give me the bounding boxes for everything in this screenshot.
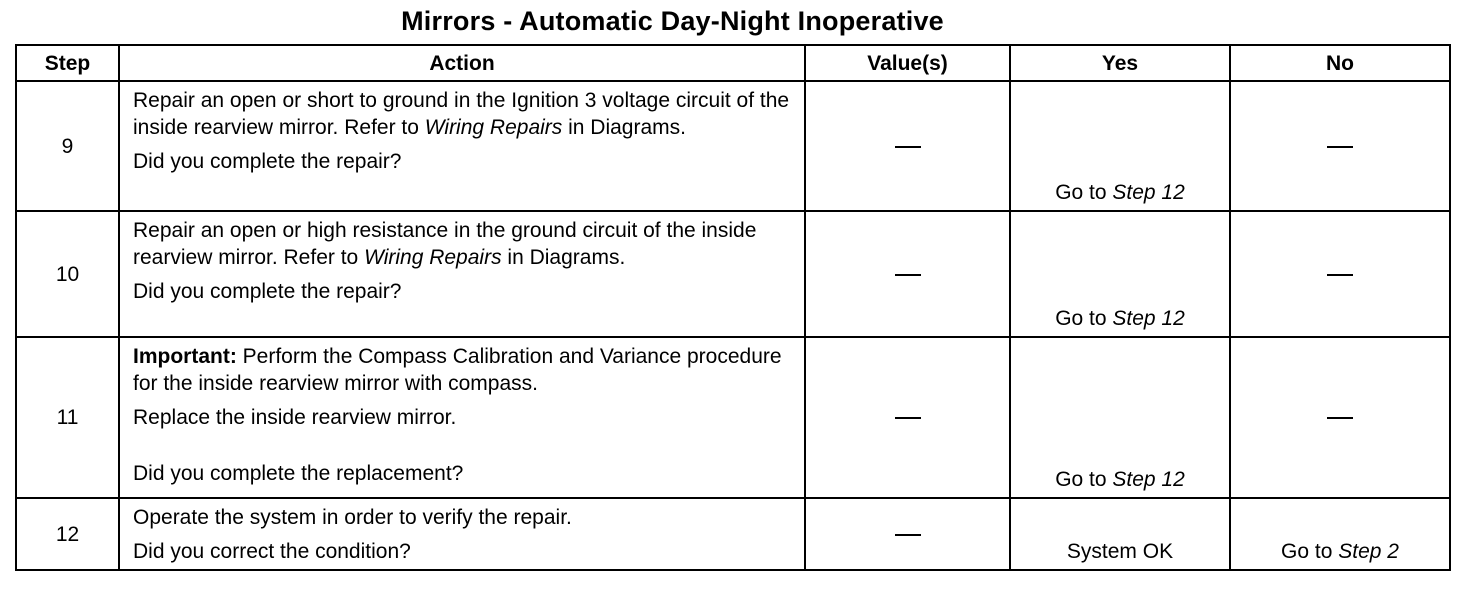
action-question: Did you complete the replacement? (133, 462, 464, 485)
step-reference: Step 12 (1112, 307, 1185, 330)
diagnostic-table (15, 44, 1451, 571)
action-text: Repair an open or short to ground in the Ignition 3 voltage circuit of the inside rearview mirror. Refer to Wiring Repairs in Diagrams. (133, 89, 790, 139)
action-cell (119, 498, 805, 570)
column-header-no: No (1230, 45, 1450, 81)
table-row (16, 337, 1450, 498)
action-question: Did you correct the condition? (133, 540, 411, 563)
value-cell (805, 337, 1010, 498)
dash-value (1327, 274, 1353, 276)
dash-value (1327, 146, 1353, 148)
step-number: 9 (16, 81, 119, 211)
step-reference: Step 12 (1112, 468, 1185, 491)
action-text: Operate the system in order to verify the repair. (133, 506, 572, 529)
action-text: Replace the inside rearview mirror. (133, 406, 457, 429)
page-title: Mirrors - Automatic Day-Night Inoperative (401, 6, 944, 36)
dash-value (895, 274, 921, 276)
dash-value (895, 534, 921, 536)
column-header-values: Value(s) (805, 45, 1010, 81)
step-number: 10 (16, 211, 119, 337)
action-text: Repair an open or high resistance in the ground circuit of the inside rearview mirror. Refer to Wiring Repairs in Diagrams. (133, 219, 757, 269)
no-cell (1230, 211, 1450, 337)
no-cell (1230, 337, 1450, 498)
table-header-row (16, 45, 1450, 81)
column-header-step: Step (16, 45, 119, 81)
column-header-action: Action (119, 45, 805, 81)
yes-cell: Go to Step 12 (1010, 337, 1230, 498)
step-number: 12 (16, 498, 119, 570)
table-row (16, 81, 1450, 211)
yes-cell: Go to Step 12 (1010, 81, 1230, 211)
no-cell: Go to Step 2 (1230, 498, 1450, 570)
action-cell (119, 337, 805, 498)
wiring-repairs-reference: Wiring Repairs (364, 246, 502, 269)
dash-value (895, 146, 921, 148)
wiring-repairs-reference: Wiring Repairs (424, 116, 563, 139)
value-cell (805, 81, 1010, 211)
action-question: Did you complete the repair? (133, 280, 402, 303)
important-note: Important: Perform the Compass Calibration and Variance procedure for the inside rearview mirror with compass. (133, 345, 782, 395)
table-row (16, 498, 1450, 570)
dash-value (1327, 417, 1353, 419)
table-row (16, 211, 1450, 337)
important-label: Important: (133, 345, 237, 368)
yes-cell: Go to Step 12 (1010, 211, 1230, 337)
column-header-yes: Yes (1010, 45, 1230, 81)
step-reference: Step 2 (1338, 540, 1399, 563)
step-reference: Step 12 (1112, 181, 1185, 204)
dash-value (895, 417, 921, 419)
no-cell (1230, 81, 1450, 211)
value-cell (805, 498, 1010, 570)
action-cell (119, 81, 805, 211)
action-question: Did you complete the repair? (133, 150, 402, 173)
step-number: 11 (16, 337, 119, 498)
value-cell (805, 211, 1010, 337)
action-cell (119, 211, 805, 337)
yes-cell: System OK (1010, 498, 1230, 570)
